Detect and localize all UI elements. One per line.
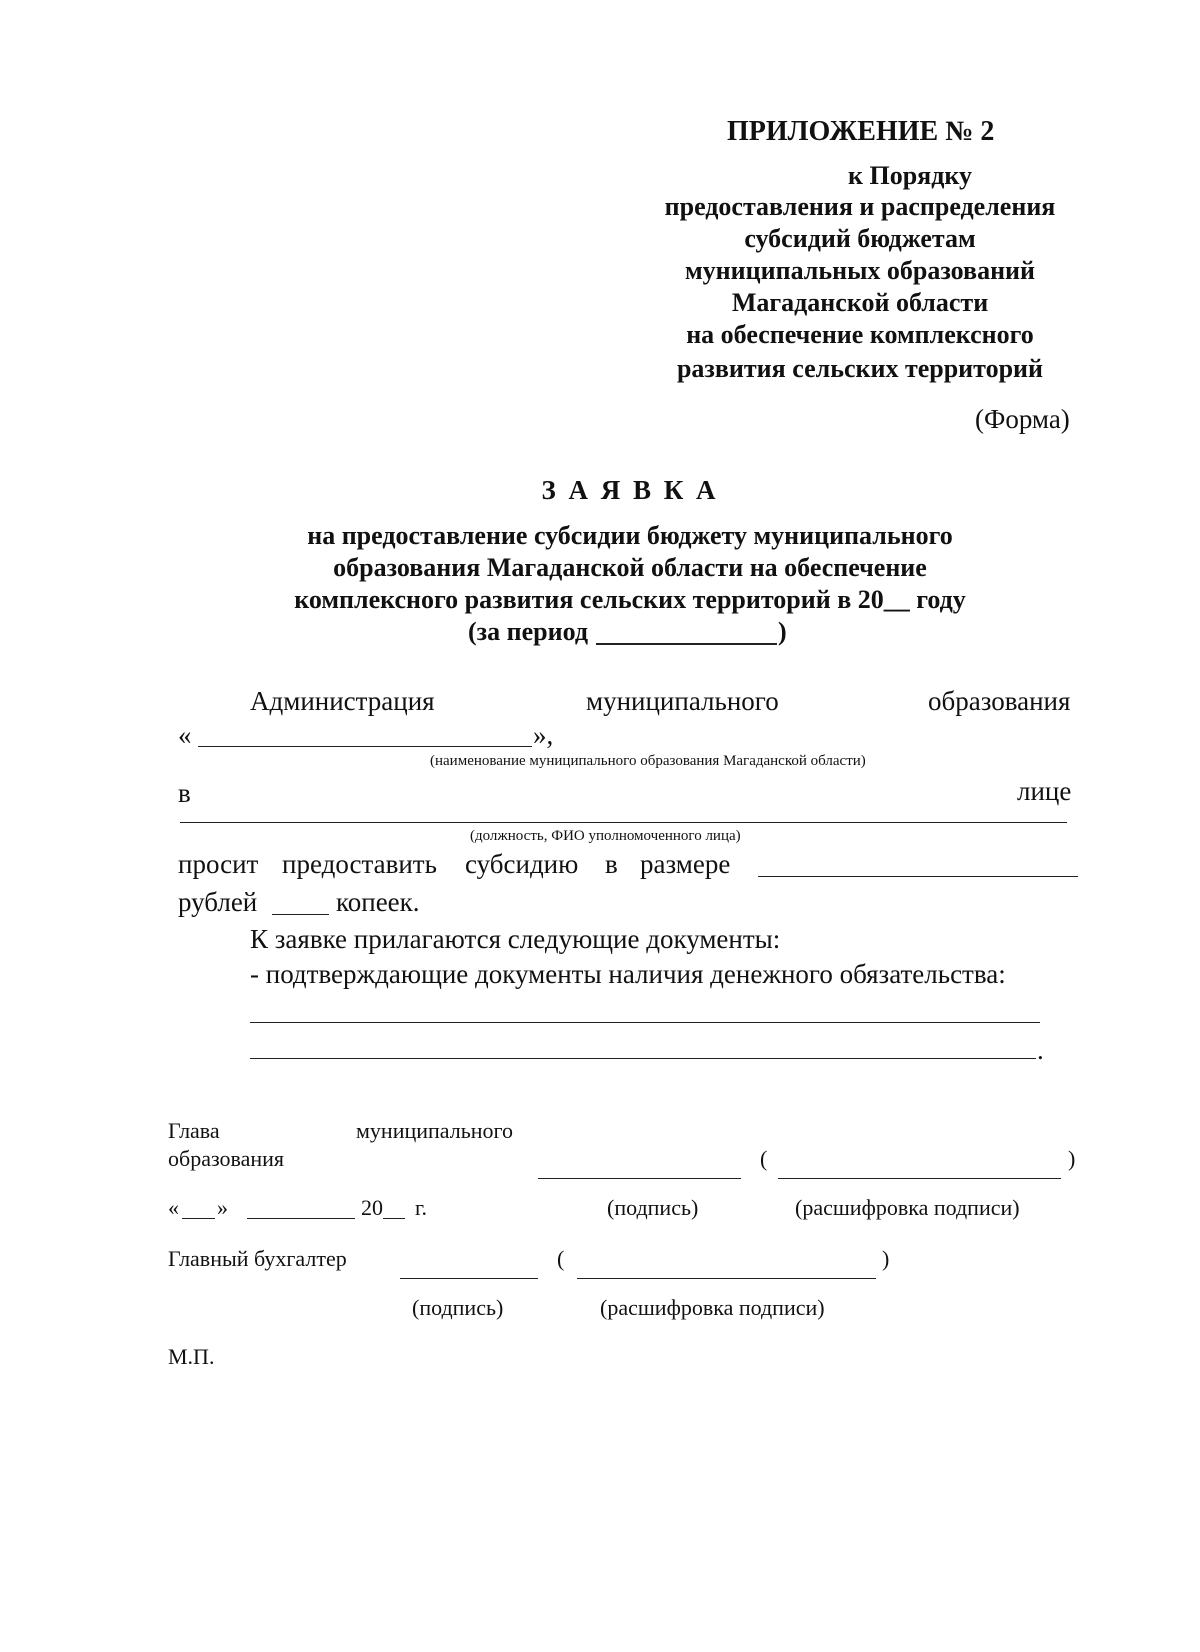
date-month-blank [247, 1218, 355, 1219]
face-word: лице [1017, 776, 1072, 806]
caption-person: (должность, ФИО уполномоченного лица) [470, 828, 741, 844]
date-year: 20 [361, 1195, 383, 1220]
paren-close: ) [882, 1246, 890, 1271]
quote-close: », [533, 720, 554, 750]
person-blank [180, 822, 1067, 823]
amount-blank [758, 876, 1078, 877]
head-signature-blank [538, 1178, 741, 1179]
period-prefix: (за период [468, 617, 588, 646]
document-title: З А Я В К А [541, 475, 719, 505]
accountant-decode-blank [577, 1278, 876, 1279]
head-label: Глава [168, 1118, 220, 1143]
admin-word: муниципального [586, 686, 779, 716]
appendix-line: развития сельских территорий [676, 354, 1044, 383]
date-day-blank [182, 1218, 215, 1219]
appendix-line: Магаданской области [731, 288, 989, 317]
decode-caption: (расшифровка подписи) [795, 1195, 1020, 1220]
heading-line: образования Магаданской области на обеспечение [333, 553, 927, 582]
appendix-line: субсидий бюджетам [744, 224, 976, 253]
stamp-label: М.П. [168, 1344, 215, 1369]
signature-caption: (подпись) [412, 1295, 504, 1320]
heading-line: на предоставление субсидии бюджету муниципального [307, 521, 953, 550]
docs-blank-2 [250, 1058, 1036, 1059]
accountant-signature-blank [400, 1278, 538, 1279]
kopecks-blank [272, 914, 329, 915]
appendix-line: к Порядку [848, 161, 972, 190]
head-label: муниципального [356, 1118, 514, 1143]
paren-open: ( [760, 1146, 768, 1171]
head-decode-blank [778, 1178, 1061, 1179]
request-word: в [605, 849, 618, 879]
admin-word: образования [928, 686, 1071, 716]
mo-name-blank [198, 746, 532, 747]
attached-docs-text: К заявке прилагаются следующие документы: [250, 924, 781, 954]
caption-mo-name: (наименование муниципального образования Магаданской области) [430, 753, 866, 769]
docs-list-item: - подтверждающие документы наличия денежного обязательства: [250, 959, 1006, 989]
appendix-line: предоставления и распределения [664, 192, 1056, 221]
request-word: просит [178, 849, 259, 879]
docs-blank-1 [250, 1022, 1040, 1023]
quote-open: « [178, 720, 192, 750]
appendix-line: на обеспечение комплексного [686, 320, 1034, 349]
admin-word: Администрация [250, 686, 435, 716]
appendix-title: ПРИЛОЖЕНИЕ № 2 [727, 116, 995, 147]
accountant-label: Главный бухгалтер [168, 1246, 347, 1271]
decode-caption: (расшифровка подписи) [600, 1295, 825, 1320]
date-year-blank [383, 1218, 405, 1219]
request-word: размере [640, 849, 731, 879]
period-blank [596, 643, 777, 645]
date-g: г. [415, 1195, 428, 1220]
head-label: образования [168, 1146, 285, 1171]
date-quote-open: « [168, 1195, 179, 1220]
form-label: (Форма) [975, 404, 1070, 434]
paren-open: ( [557, 1246, 565, 1271]
rubles-label: рублей [178, 887, 258, 917]
docs-period: . [1037, 1035, 1044, 1065]
paren-close: ) [1068, 1146, 1076, 1171]
request-word: предоставить [282, 849, 437, 879]
request-word: субсидию [465, 849, 579, 879]
appendix-line: муниципальных образований [684, 256, 1036, 285]
period-suffix: ) [778, 617, 787, 646]
heading-line: комплексного развития сельских территорий в 20__ году [294, 585, 966, 614]
kopecks-label: копеек. [336, 887, 420, 917]
signature-caption: (подпись) [607, 1195, 699, 1220]
in-word: в [178, 778, 191, 808]
date-quote-close: » [217, 1195, 228, 1220]
